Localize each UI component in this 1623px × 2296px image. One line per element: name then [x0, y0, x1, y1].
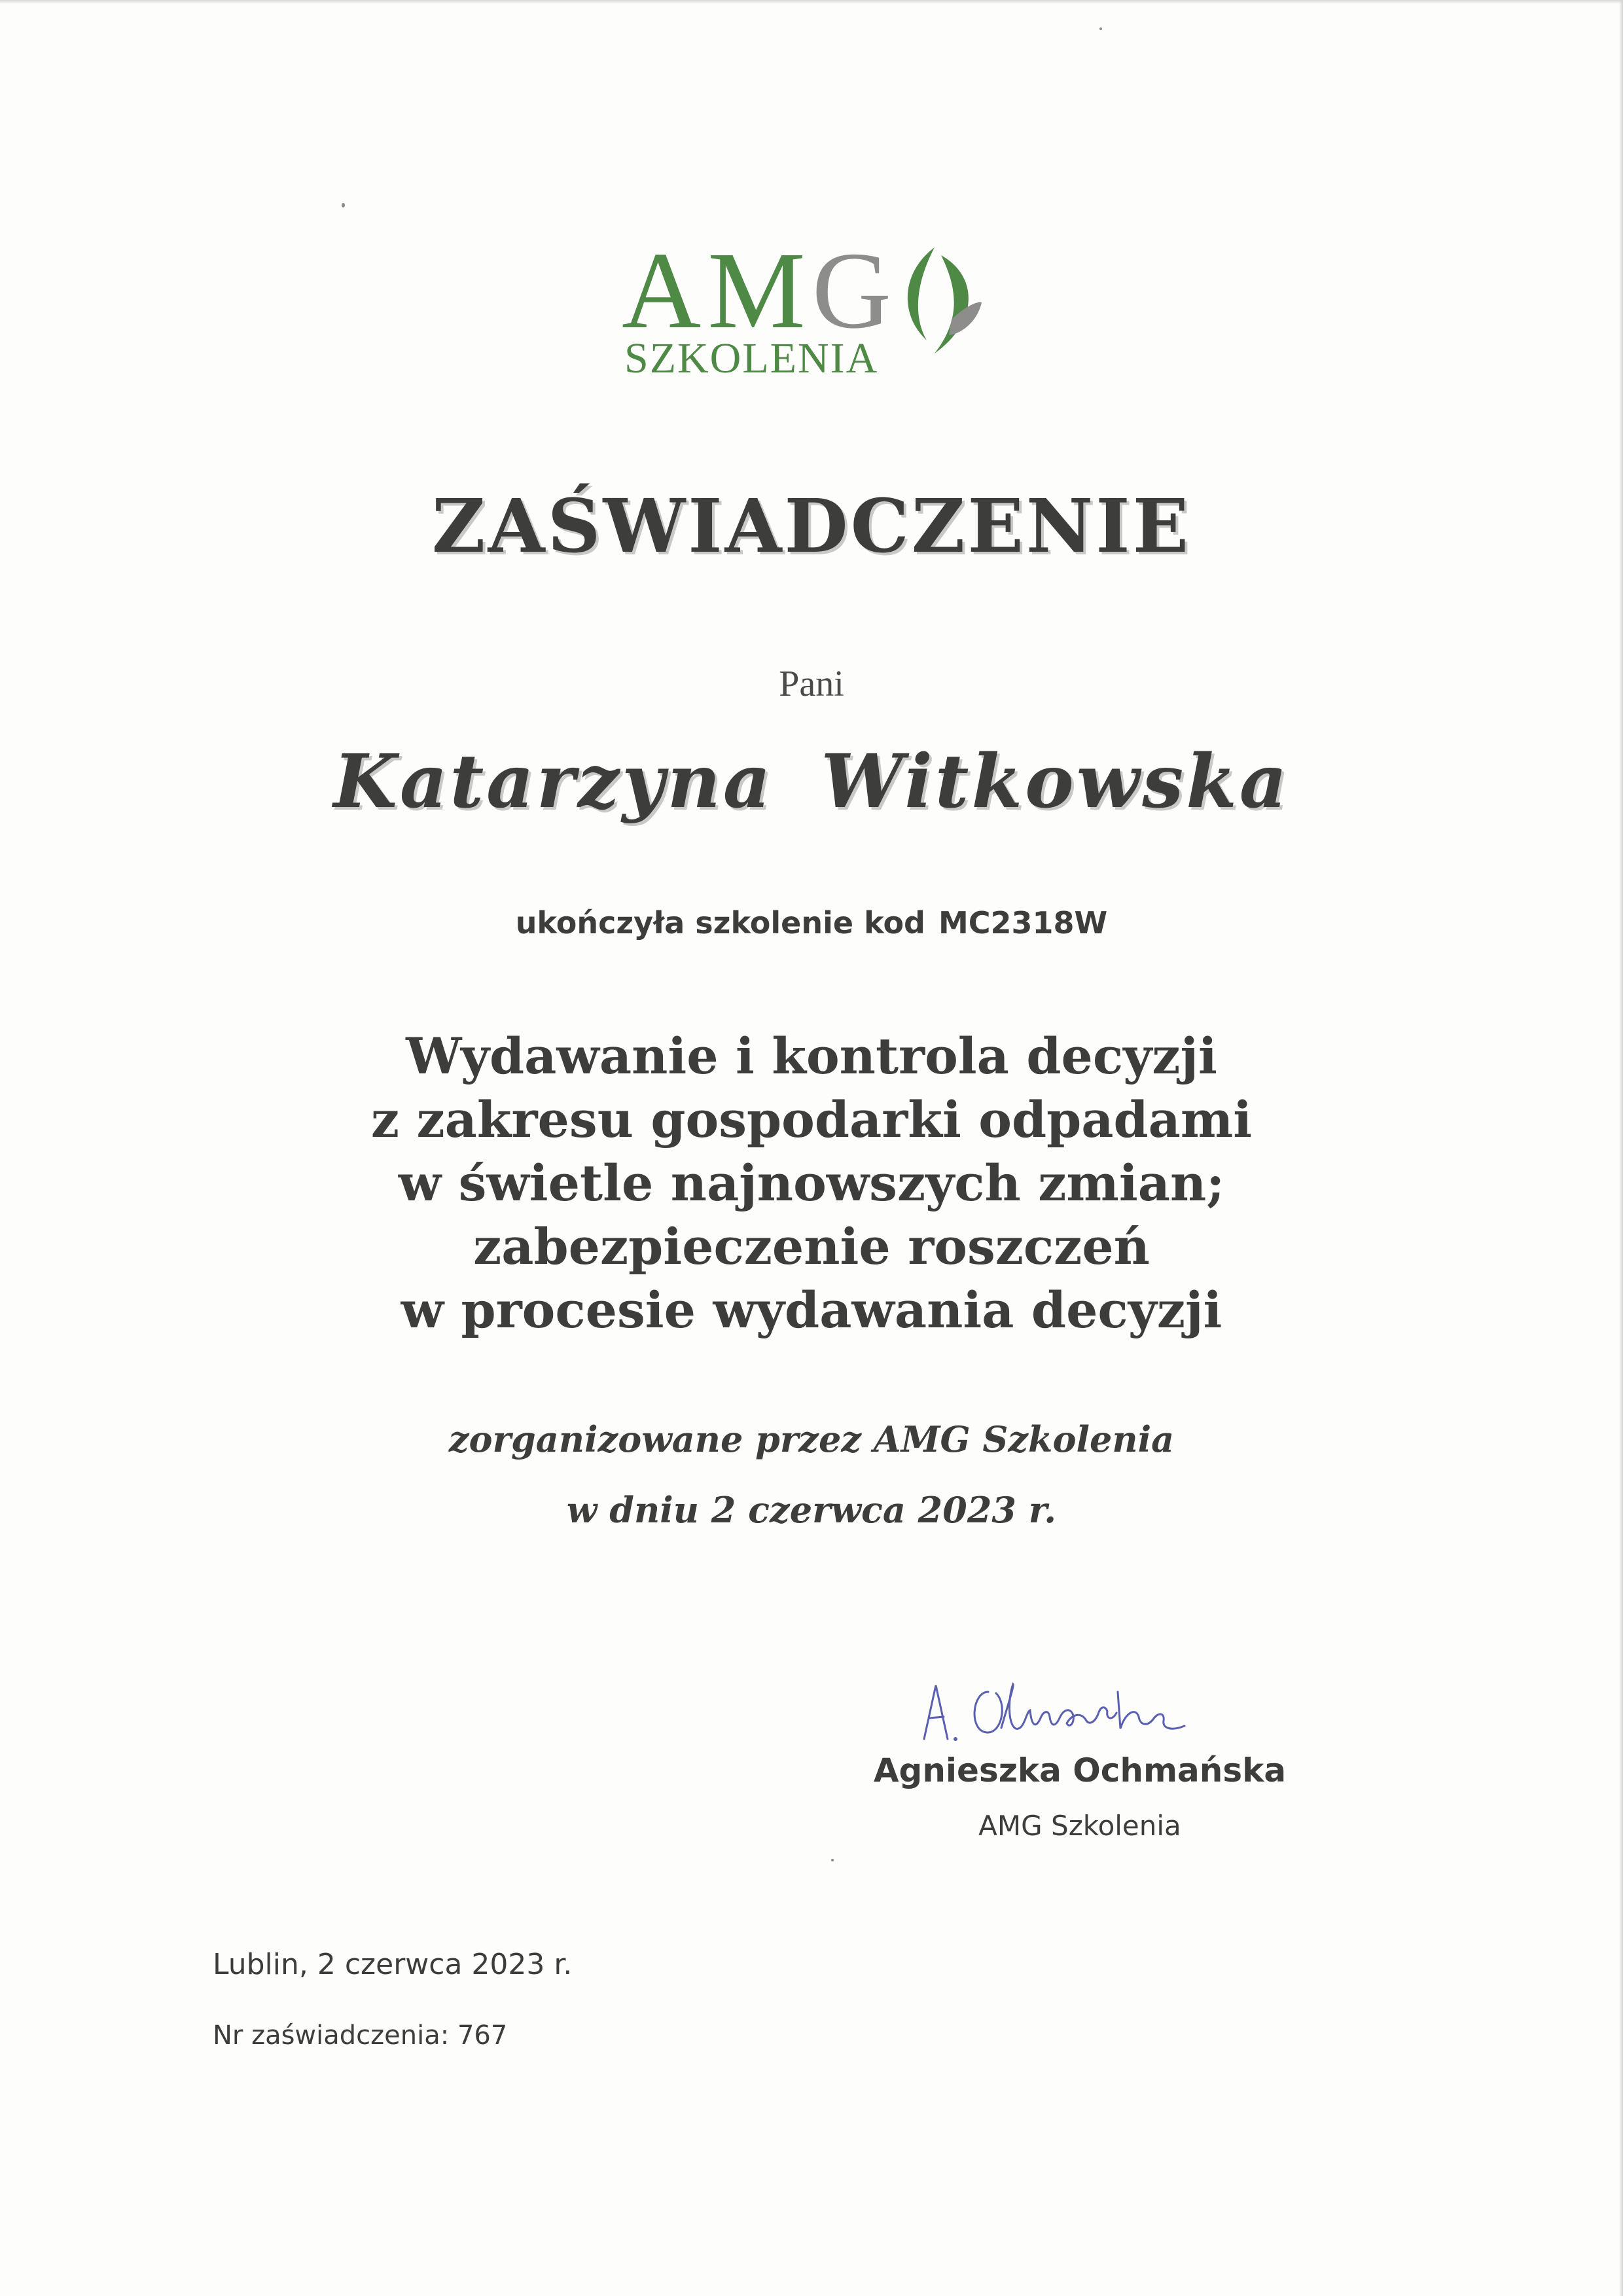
course-date: w dniu 2 czerwca 2023 r.	[566, 1489, 1057, 1531]
scan-edge	[0, 0, 1623, 4]
salutation: Pani	[779, 664, 844, 704]
logo-letter: A	[622, 230, 708, 351]
logo-letter: M	[707, 230, 812, 351]
completion-text: ukończyła szkolenie kod	[515, 905, 925, 941]
scan-speck	[342, 203, 345, 207]
certificate-number-label: Nr zaświadczenia:	[213, 2020, 450, 2051]
certificate-title: ZAŚWIADCZENIE	[431, 484, 1192, 569]
completion-statement	[0, 900, 1623, 946]
place-and-date: Lublin, 2 czerwca 2023 r.	[213, 1948, 573, 1981]
signer-organization: AMG Szkolenia	[978, 1810, 1181, 1842]
course-title-line: zabezpieczenie roszczeń	[473, 1217, 1150, 1276]
course-title-line: z zakresu gospodarki odpadami	[370, 1090, 1253, 1149]
logo-subtitle: SZKOLENIA	[624, 334, 879, 382]
signer-name: Agnieszka Ochmańska	[873, 1751, 1287, 1789]
certificate-number	[213, 2016, 507, 2055]
organizer-statement	[0, 1404, 1623, 1545]
certificate-number-value: 767	[457, 2020, 508, 2051]
course-title-line: Wydawanie i kontrola decyzji	[406, 1027, 1217, 1085]
course-title	[0, 1024, 1623, 1342]
scan-speck	[1099, 27, 1102, 30]
recipient-name: Katarzyna Witkowska	[333, 739, 1290, 825]
scan-speck	[831, 1859, 834, 1861]
organizer-text: zorganizowane przez AMG Szkolenia	[448, 1418, 1175, 1460]
course-title-line: w świetle najnowszych zmian;	[398, 1154, 1225, 1212]
logo-wordmark	[622, 230, 899, 351]
course-title-line: w procesie wydawania decyzji	[401, 1281, 1222, 1339]
handwritten-signature	[910, 1666, 1237, 1751]
leaf-icon	[889, 242, 987, 357]
amg-logo	[622, 230, 988, 393]
logo-letter: G	[812, 230, 899, 351]
course-code: MC2318W	[938, 905, 1108, 941]
